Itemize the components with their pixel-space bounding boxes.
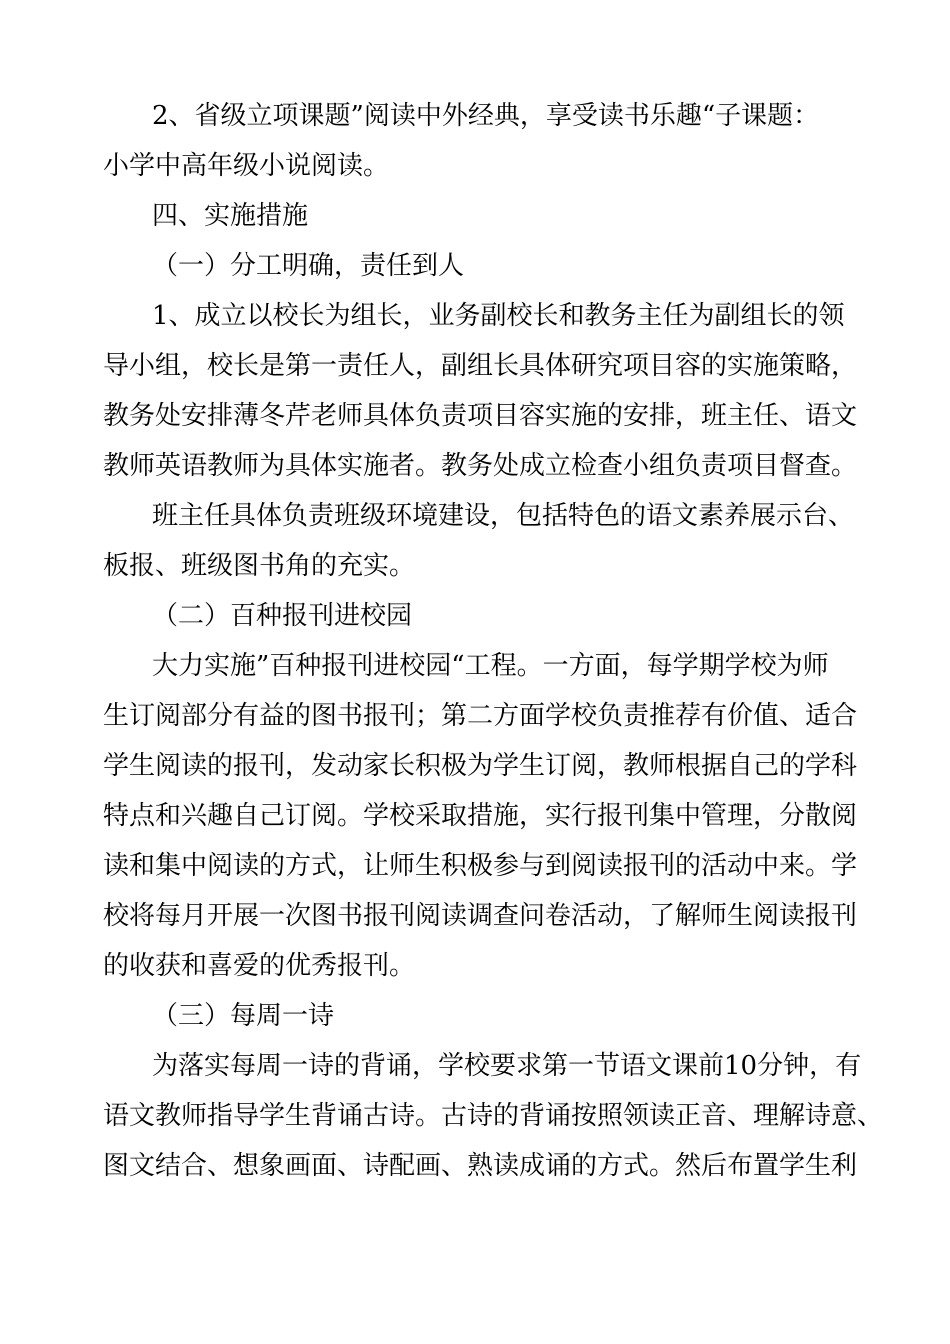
paragraph-line: 生订阅部分有益的图书报刊；第二方面学校负责推荐有价值、适合 (103, 701, 858, 731)
paragraph-line: 1、成立以校长为组长，业务副校长和教务主任为副组长的领 (152, 301, 845, 331)
subsection-heading: （三）每周一诗 (152, 1001, 335, 1031)
paragraph-line: 小学中高年级小说阅读。 (103, 151, 390, 181)
paragraph-line: 教师英语教师为具体实施者。教务处成立检查小组负责项目督查。 (103, 451, 858, 481)
paragraph-line: 图文结合、想象画面、诗配画、熟读成诵的方式。然后布置学生利 (103, 1151, 858, 1181)
paragraph-line: 校将每月开展一次图书报刊阅读调查问卷活动，了解师生阅读报刊 (103, 901, 858, 931)
subsection-heading: （二）百种报刊进校园 (152, 601, 413, 631)
paragraph-line: 导小组，校长是第一责任人，副组长具体研究项目容的实施策略， (103, 351, 858, 381)
paragraph-line: 的收获和喜爱的优秀报刊。 (103, 951, 416, 981)
paragraph-line: 学生阅读的报刊，发动家长积极为学生订阅，教师根据自己的学科 (103, 751, 858, 781)
paragraph-line: 语文教师指导学生背诵古诗。古诗的背诵按照领读正音、理解诗意、 (103, 1101, 884, 1131)
paragraph-line: 为落实每周一诗的背诵，学校要求第一节语文课前10分钟，有 (152, 1051, 862, 1081)
paragraph-line: 2、省级立项课题”阅读中外经典，享受读书乐趣“子课题： (152, 101, 820, 131)
paragraph-line: 读和集中阅读的方式，让师生积极参与到阅读报刊的活动中来。学 (103, 851, 858, 881)
paragraph-line: 大力实施”百种报刊进校园“工程。一方面，每学期学校为师 (152, 651, 829, 681)
subsection-heading: （一）分工明确，责任到人 (152, 251, 465, 281)
paragraph-line: 特点和兴趣自己订阅。学校采取措施，实行报刊集中管理，分散阅 (103, 801, 858, 831)
section-heading: 四、实施措施 (152, 201, 309, 231)
paragraph-line: 班主任具体负责班级环境建设，包括特色的语文素养展示台、 (152, 501, 855, 531)
paragraph-line: 教务处安排薄冬芹老师具体负责项目容实施的安排，班主任、语文 (103, 401, 858, 431)
paragraph-line: 板报、班级图书角的充实。 (103, 551, 416, 581)
